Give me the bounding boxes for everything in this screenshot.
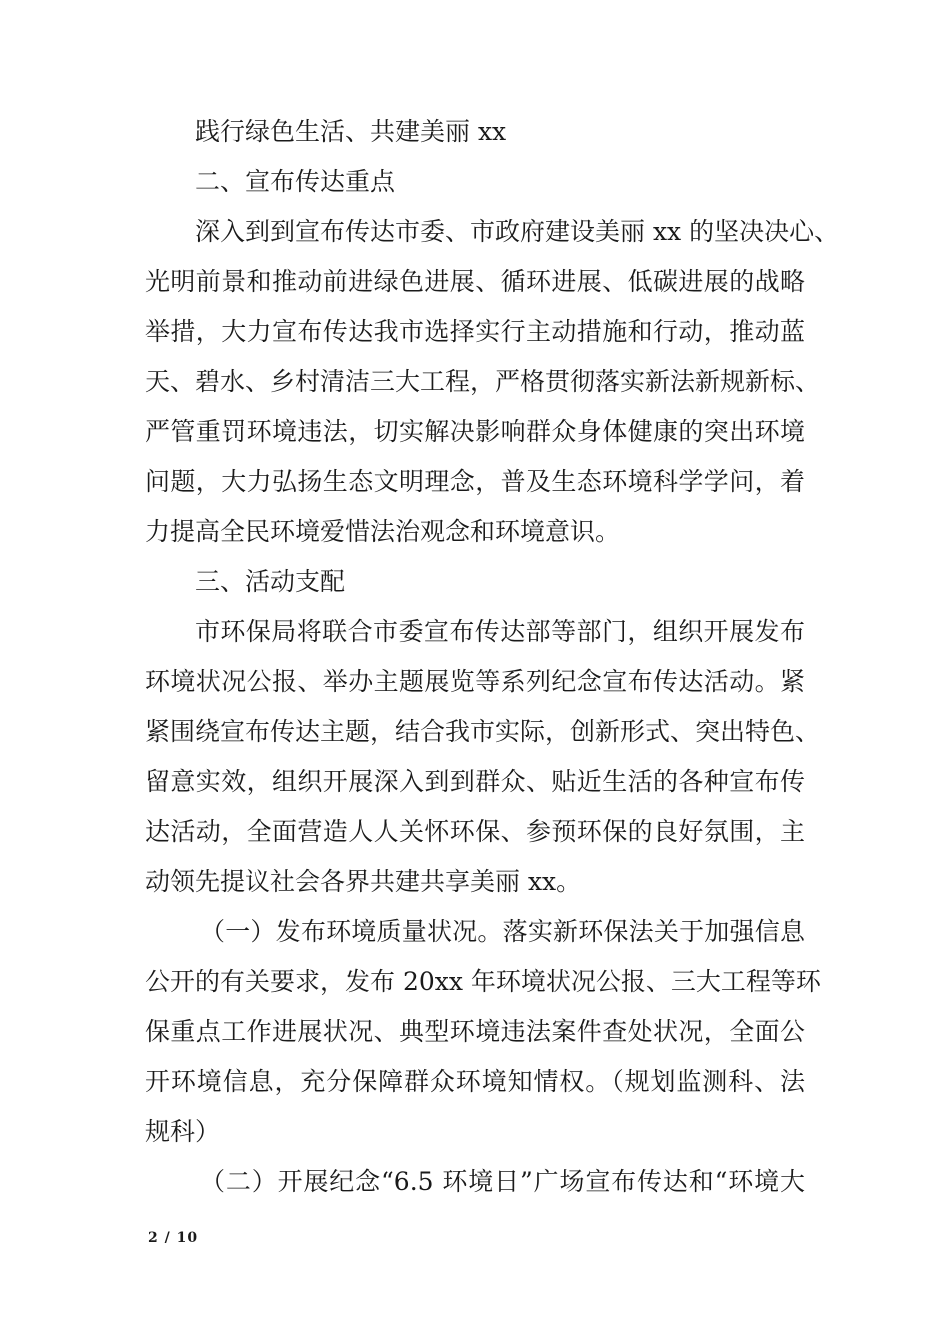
text-line: 市环保局将联合市委宣布传达部等部门，组织开展发布 <box>195 617 805 646</box>
text-line: 动领先提议社会各界共建共享美丽 xx。 <box>145 867 582 896</box>
text-line: 留意实效，组织开展深入到到群众、贴近生活的各种宣布传 <box>145 767 805 796</box>
text-line: 深入到到宣布传达市委、市政府建设美丽 xx 的坚决决心、 <box>195 217 840 246</box>
section-heading: 二、宣布传达重点 <box>195 167 396 196</box>
section-heading: 三、活动支配 <box>195 567 346 596</box>
text-line: 问题，大力弘扬生态文明理念，普及生态环境科学学问，着 <box>145 467 805 496</box>
text-line: 光明前景和推动前进绿色进展、循环进展、低碳进展的战略 <box>145 267 805 296</box>
text-line: 保重点工作进展状况、典型环境违法案件查处状况，全面公 <box>145 1017 805 1046</box>
text-line: 举措，大力宣布传达我市选择实行主动措施和行动，推动蓝 <box>145 317 805 346</box>
text-line: 力提高全民环境爱惜法治观念和环境意识。 <box>145 517 621 546</box>
text-line: 环境状况公报、举办主题展览等系列纪念宣布传达活动。紧 <box>145 667 805 696</box>
page-number: 2 / 10 <box>148 1230 199 1246</box>
text-line: （二）开展纪念“6.5 环境日”广场宣布传达和“环境大 <box>200 1167 805 1196</box>
text-line: 严管重罚环境违法，切实解决影响群众身体健康的突出环境 <box>145 417 805 446</box>
text-line: 达活动，全面营造人人关怀环保、参预环保的良好氛围，主 <box>145 817 805 846</box>
text-line: 公开的有关要求，发布 20xx 年环境状况公报、三大工程等环 <box>145 967 821 996</box>
text-line: 天、碧水、乡村清洁三大工程，严格贯彻落实新法新规新标、 <box>145 367 821 396</box>
text-line: 开环境信息，充分保障群众环境知情权。（规划监测科、法 <box>145 1067 805 1096</box>
text-line: 践行绿色生活、共建美丽 xx <box>195 117 507 146</box>
text-line: 规科） <box>145 1117 221 1146</box>
text-line: （一）发布环境质量状况。落实新环保法关于加强信息 <box>200 917 805 946</box>
text-line: 紧围绕宣布传达主题，结合我市实际，创新形式、突出特色、 <box>145 717 821 746</box>
